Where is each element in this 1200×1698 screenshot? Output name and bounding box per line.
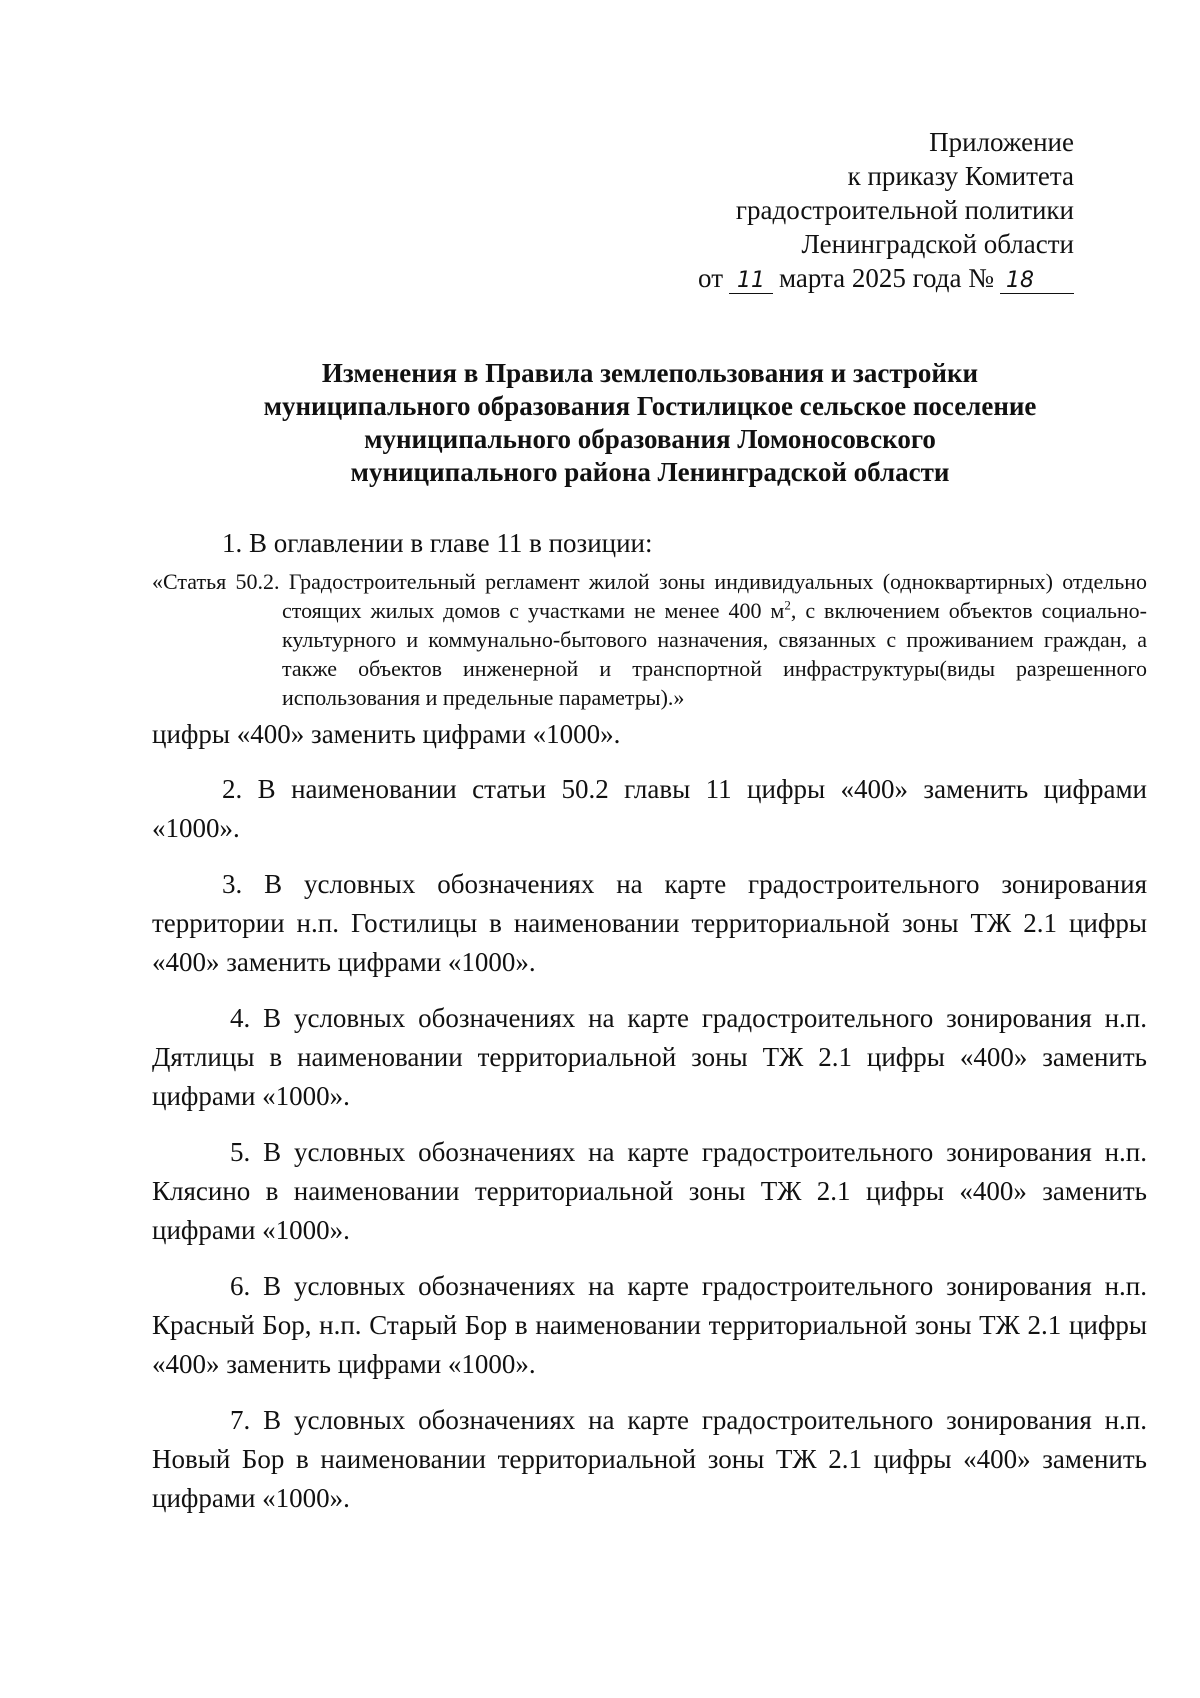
item-6: 6. В условных обозначениях на карте градостроительного зонирования н.п. Красный Бор, н.п. Старый Бор в наименовании территориальной зоны ТЖ 2.1 цифры «400» заменить цифрами «1000». <box>152 1271 1147 1379</box>
item-5: 5. В условных обозначениях на карте градостроительного зонирования н.п. Клясино в наименовании территориальной зоны ТЖ 2.1 цифры «400» заменить цифрами «1000». <box>152 1137 1147 1245</box>
item-1-quote <box>152 567 1147 712</box>
document-title <box>150 357 1150 489</box>
title-line-4: муниципального района Ленинградской области <box>350 457 950 487</box>
appendix-line-1: Приложение <box>929 127 1074 157</box>
item-2: 2. В наименовании статьи 50.2 главы 11 цифры «400» заменить цифрами «1000». <box>152 774 1147 843</box>
item-1: 1. В оглавлении в главе 11 в позиции: <box>222 528 653 558</box>
appendix-line-4: Ленинградской области <box>801 229 1074 259</box>
title-line-1: Изменения в Правила землепользования и застройки <box>321 358 979 388</box>
item-4: 4. В условных обозначениях на карте градостроительного зонирования н.п. Дятлицы в наименовании территориальной зоны ТЖ 2.1 цифры «400» заменить цифрами «1000». <box>152 1003 1147 1111</box>
quote-superscript: 2 <box>784 597 791 613</box>
date-rest: марта 2025 года № <box>779 263 994 293</box>
title-line-3: муниципального образования Ломоносовского <box>364 424 936 454</box>
handwritten-day: 11 <box>729 269 773 294</box>
quote-text-b: , с включением объектов социально-культурного и коммунально-бытового назначения, связанных с проживанием граждан, а также объектов инженерной и транспортной инфраструктуры(виды разрешенного использования и предельные параметры).» <box>282 598 1147 710</box>
document-body <box>152 524 1147 1535</box>
appendix-header <box>698 125 1074 295</box>
appendix-line-2: к приказу Комитета <box>847 161 1074 191</box>
quote-text-a: «Статья 50.2. Градостроительный регламент жилой зоны индивидуальных (одноквартирных) отдельно стоящих жилых домов с участками не менее 400 м <box>152 569 1147 623</box>
handwritten-order-number: 18 <box>1000 269 1074 294</box>
item-3: 3. В условных обозначениях на карте градостроительного зонирования территории н.п. Гостилицы в наименовании территориальной зоны ТЖ 2.1 цифры «400» заменить цифрами «1000». <box>152 869 1147 977</box>
item-1-end: цифры «400» заменить цифрами «1000». <box>152 719 621 749</box>
appendix-line-3: градостроительной политики <box>735 195 1074 225</box>
appendix-date-line <box>698 261 1074 295</box>
item-7: 7. В условных обозначениях на карте градостроительного зонирования н.п. Новый Бор в наименовании территориальной зоны ТЖ 2.1 цифры «400» заменить цифрами «1000». <box>152 1405 1147 1513</box>
date-prefix: от <box>698 263 723 293</box>
title-line-2: муниципального образования Гостилицкое сельское поселение <box>263 391 1037 421</box>
